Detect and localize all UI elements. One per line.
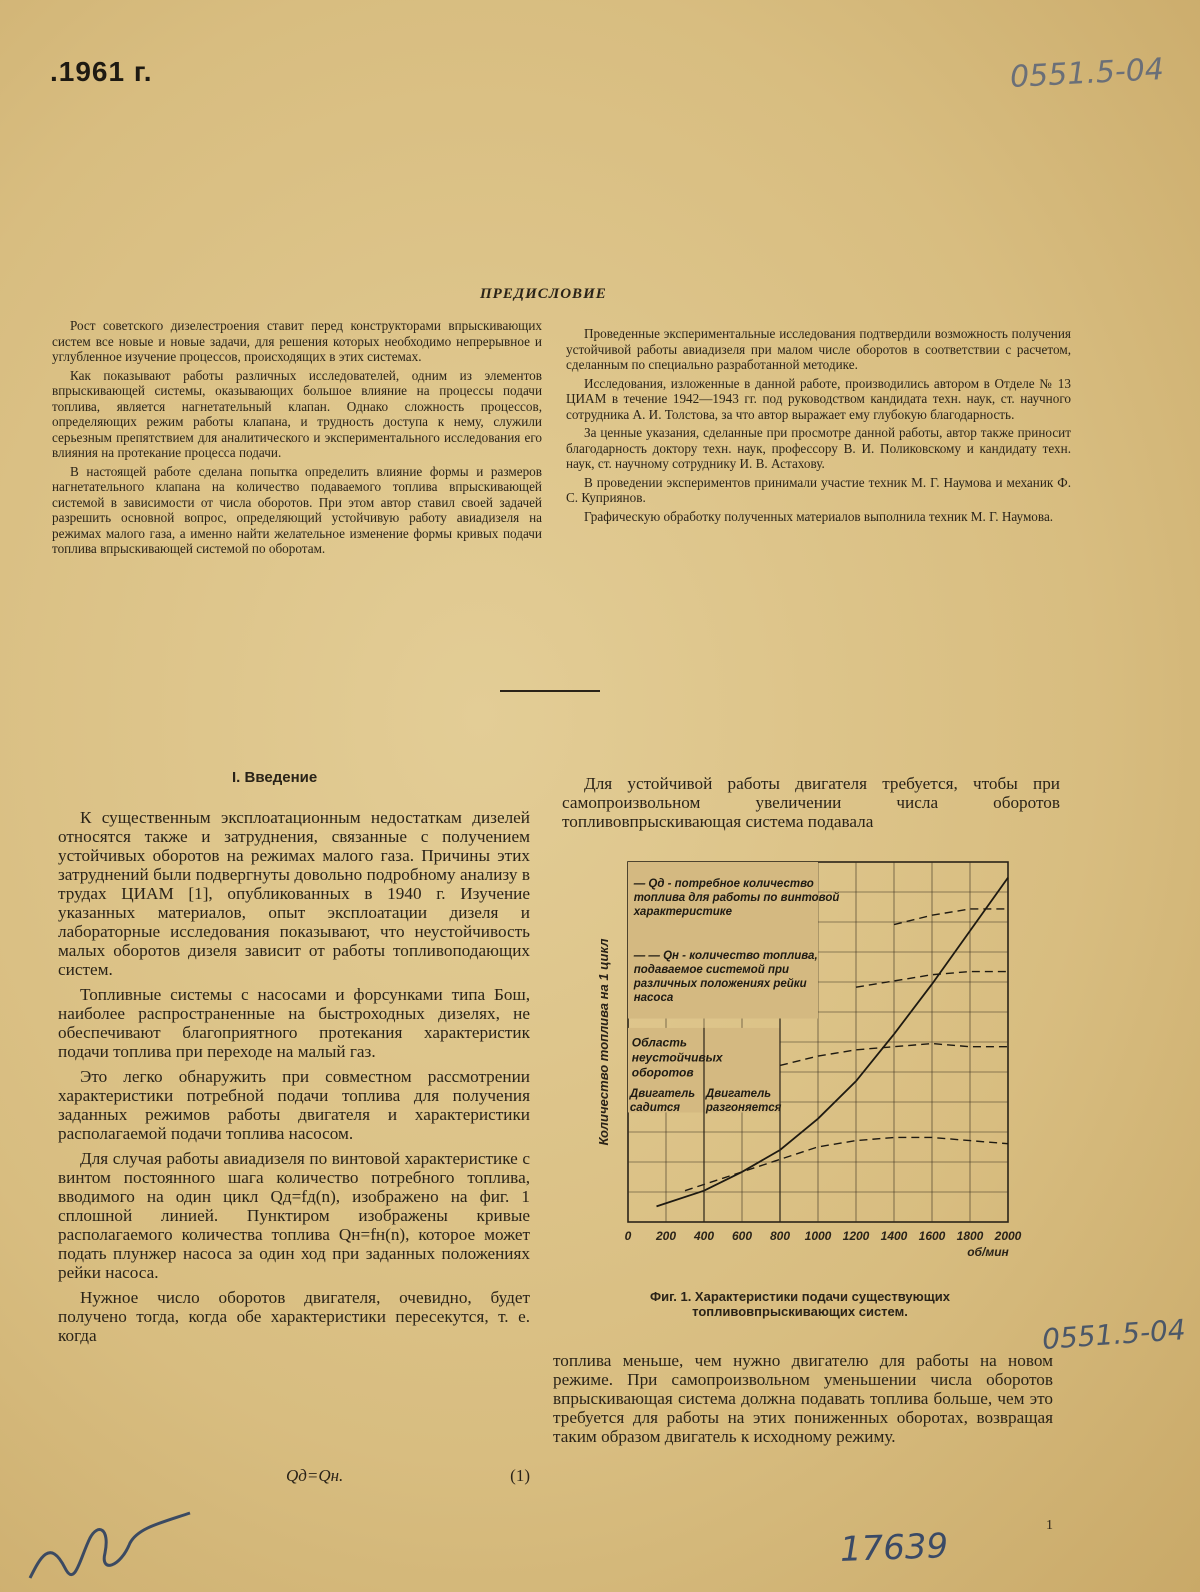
intro-paragraph: Для случая работы авиадизеля по винтовой характеристике с винтом постоянного шага количество потребного топлива, вводимого на один цикл Qд=fд(n), изображено на фиг. 1 сплошной линией. Пунктиром изображены кривые располагаемого количества топлива Qн=fн(n), которое может подать плунжер насоса за один ход при заданных положениях рейки насоса. [58,1149,530,1282]
preface-paragraph: Графическую обработку полученных материалов выполнила техник М. Г. Наумова. [584,508,1054,524]
inventory-number: 17639 [839,1526,949,1570]
preface-paragraph: Проведенные экспериментальные исследования подтвердили возможность получения устойчивой работы авиадизеля при малом числе оборотов в соответствии с расчетом, сделанным по специально разработанной методике. [566,326,1071,372]
x-tick-label: 1200 [842,1229,870,1243]
text-line: Двигатель [629,1087,696,1100]
x-tick-label: 1000 [804,1229,832,1243]
preface-paragraph: За ценные указания, сделанные при просмотре данной работы, автор также приносит благодарность доктору техн. наук, профессору В. И. Поликовскому и кандидату техн. наук, ст. научному сотруднику И. В. Астахову. [566,425,1071,471]
x-tick-label: 400 [693,1229,715,1243]
figure-caption-line: топливовпрыскивающих систем. [692,1304,908,1319]
handwritten-signature [20,1498,210,1592]
preface-paragraph: В проведении экспериментов принимали участие техник М. Г. Наумова и механик Ф. С. Куприянов. [566,474,1071,505]
chart-svg [590,852,1040,1282]
intro-paragraph: Топливные системы с насосами и форсунками типа Бош, наиболее распространенные на быстроходных дизелях, не обеспечивают благоприятного протекания характеристик подачи топлива при переходе на малый газ. [58,985,530,1061]
text-line: неустойчивых [631,1050,723,1065]
x-axis-label: об/мин [967,1245,1009,1259]
page-number: 1 [1046,1518,1053,1533]
x-tick-label: 1800 [956,1229,984,1243]
text-line: — — Qн - количество топлива, [633,950,818,963]
preface-paragraph: Как показывают работы различных исследователей, одним из элементов впрыскивающей системы, оказывающих большое влияние на процессы подачи топлива, является нагнетательный клапан. Однако сложность процессов, определяющих режим работы клапана, и трудность доступа к нему, служили серьезным препятствием для аналитического и экспериментального исследования его влияния на протекание процесса подачи. [52,367,542,460]
figure-caption-line: Фиг. 1. Характеристики подачи существующих [650,1289,950,1304]
text-line: различных положениях рейки [633,978,807,991]
text-line: — Qд - потребное количество [633,878,814,891]
intro-paragraph: Это легко обнаружить при совместном рассмотрении характеристики потребной подачи топлива для получения заданных режимов работы двигателя и характеристики располагаемой подачи топлива насосом. [58,1067,530,1143]
preface-title: ПРЕДИСЛОВИЕ [480,286,607,302]
preface-paragraph: Рост советского дизелестроения ставит перед конструкторами впрыскивающих систем все новые и новые задачи, для решения которых необходимо непрерывное и углубленное изучение процессов, происходящих в этих системах. [52,318,542,364]
text-line: подаваемое системой при [633,964,790,977]
x-tick-label: 800 [769,1229,791,1243]
text-line: насоса [633,992,674,1005]
intro-right-column-top [562,774,1060,837]
section-divider [500,690,600,692]
figure-caption [580,1289,1020,1319]
preface-right-column [566,326,1071,527]
preface-paragraph: В настоящей работе сделана попытка определить влияние формы и размеров нагнетательного клапана на количество подаваемого топлива впрыскивающей системой в зависимости от числа оборотов. При этом автор ставил своей задачей разрешить основной вопрос, определяющий устойчивую работу авиадизеля на режимах малого газа, а именно найти желательное изменение формы кривых подачи топлива впрыскивающей системой по оборотам. [52,463,542,556]
x-tick-label: 1400 [880,1229,908,1243]
text-line: разгоняется [705,1101,782,1114]
y-axis-label: Количество топлива на 1 цикл [596,938,611,1146]
intro-left-column [58,808,530,1351]
preface-left-column [52,318,542,560]
archive-code-top: 0551.5-04 [1009,51,1165,96]
intro-right-column-bottom [553,1351,1053,1452]
text-line: садится [629,1101,681,1114]
intro-paragraph: Для устойчивой работы двигателя требуется, чтобы при самопроизвольном увеличении числа оборотов топливовпрыскивающая система подавала [562,774,1060,831]
section-title: I. Введение [232,769,318,786]
series-line-qn [685,1137,1008,1190]
x-tick-label: 600 [731,1229,753,1243]
intro-paragraph: К существенным эксплоатационным недостаткам дизелей относятся также и затруднения, связанные с получением устойчивых оборотов на режимах малого газа. Причины этих затруднений были подвергнуты довольно подробному анализу в трудах ЦИАМ [1], опубликованных в 1940 г. Изучение указанных материалов, опыт эксплоатации дизеля и лабораторные исследования показывают, что неустойчивость малых оборотов дизеля зависит от работы топливоподающих систем. [58,808,530,979]
x-tick-label: 1600 [918,1229,946,1243]
formula: Qд=Qн. [286,1466,344,1485]
intro-paragraph: топлива меньше, чем нужно двигателю для работы на новом режиме. При самопроизвольном уменьшении числа оборотов впрыскивающая система должна подавать топлива больше, чем это требуется для работы на этих пониженных оборотах, возвращая таким образом двигатель к исходному режиму. [553,1351,1053,1446]
text-line: топлива для работы по винтовой [633,892,840,905]
figure-1-chart [590,852,1040,1282]
intro-paragraph: Нужное число оборотов двигателя, очевидно, будет получено тогда, когда обе характеристики пересекутся, т. е. когда [58,1288,530,1345]
formula-row [58,1466,530,1492]
text-line: Двигатель [705,1087,772,1100]
archive-code-mid: 0551.5-04 [1041,1313,1187,1356]
preface-paragraph: Исследования, изложенные в данной работе, производились автором в Отделе № 13 ЦИАМ в течение 1942—1943 гг. под руководством кандидата техн. наук, ст. научного сотрудника А. И. Толстова, за что автор выражает ему глубокую благодарность. [566,375,1071,422]
formula-number: (1) [510,1466,530,1485]
text-line: характеристике [633,906,732,919]
x-tick-label: 200 [655,1229,677,1243]
x-tick-label: 2000 [994,1229,1022,1243]
x-tick-label: 0 [624,1229,632,1243]
text-line: Область [631,1035,688,1050]
year-stamp: .1961 г. [50,56,153,87]
text-line: оборотов [631,1065,694,1080]
